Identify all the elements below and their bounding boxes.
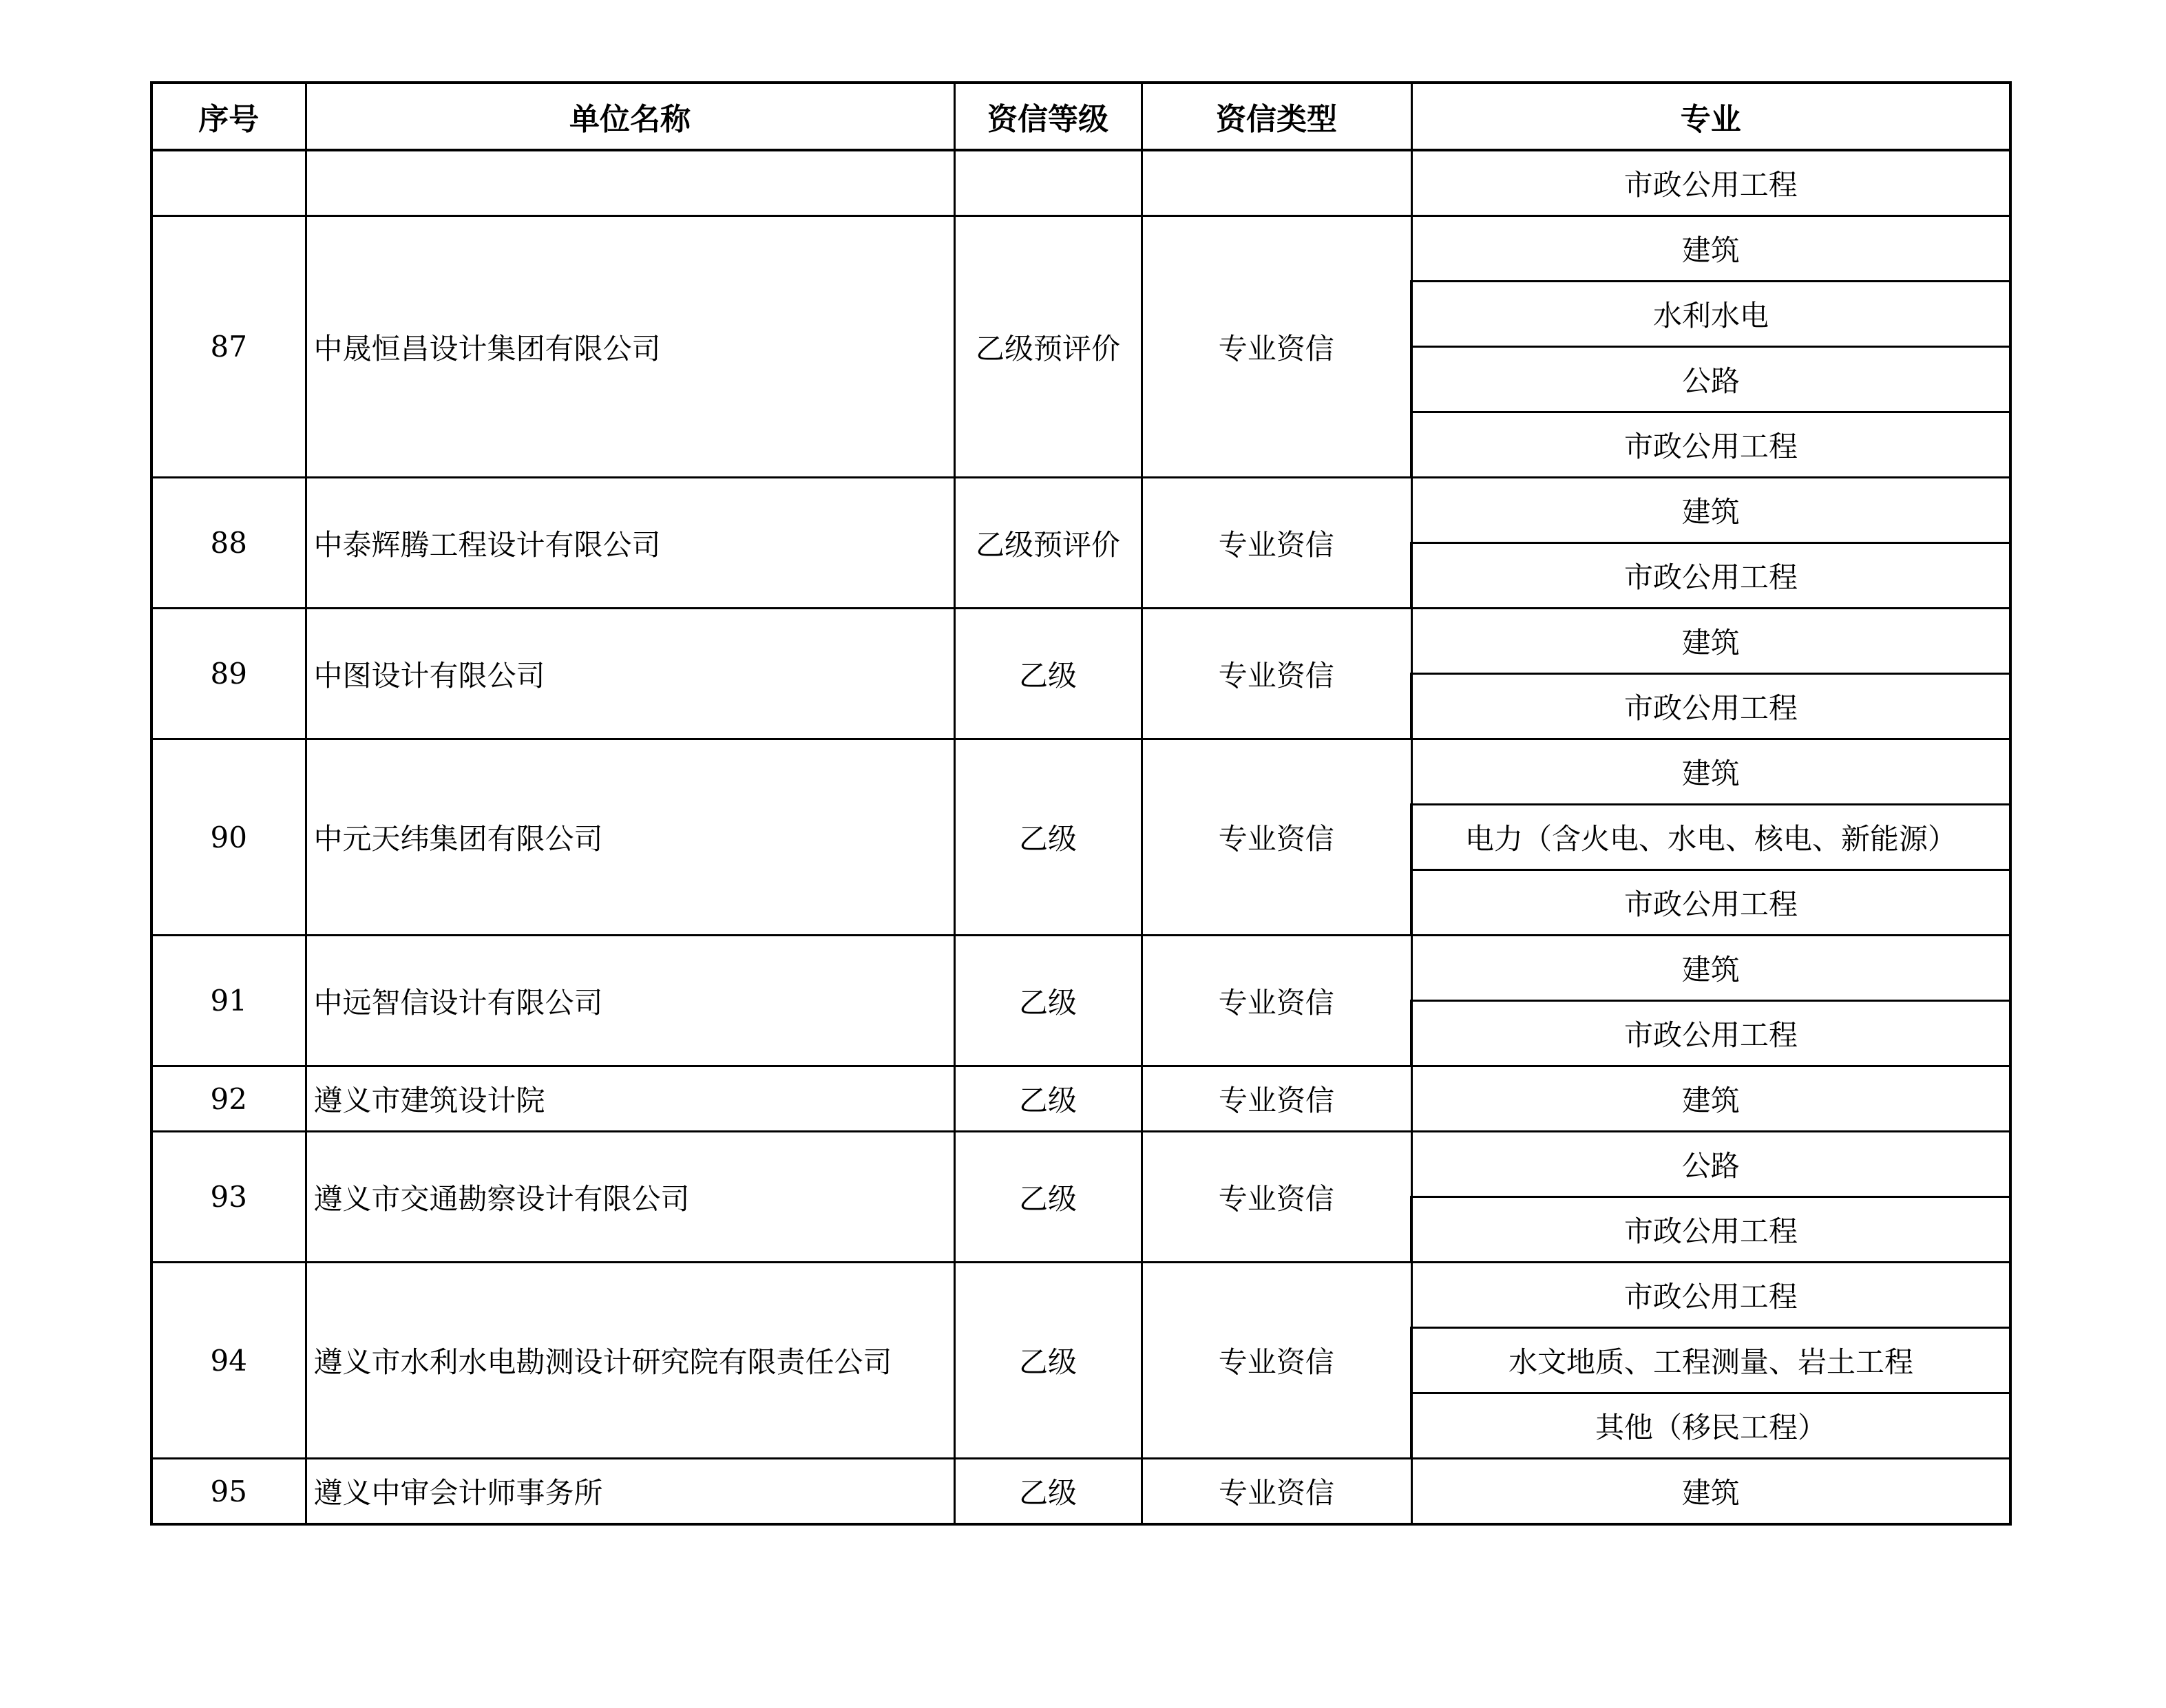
cell-name: 遵义中审会计师事务所	[306, 1459, 954, 1525]
cell-type: 专业资信	[1142, 478, 1411, 609]
cell-specialty: 市政公用工程	[1411, 674, 2010, 739]
cell-specialty: 电力（含火电、水电、核电、新能源）	[1411, 805, 2010, 870]
cell-grade: 乙级	[954, 609, 1142, 739]
cell-no: 89	[151, 609, 306, 739]
cell-no: 90	[151, 739, 306, 936]
cell-name: 遵义市水利水电勘测设计研究院有限责任公司	[306, 1263, 954, 1459]
cell-grade: 乙级	[954, 1132, 1142, 1263]
cell-specialty: 公路	[1411, 347, 2010, 412]
table-body	[151, 150, 2010, 1524]
cell-specialty: 市政公用工程	[1411, 150, 2010, 216]
cell-type: 专业资信	[1142, 1459, 1411, 1525]
table-row	[151, 216, 2010, 282]
table-row	[151, 739, 2010, 805]
cell-name: 遵义市建筑设计院	[306, 1066, 954, 1132]
cell-specialty: 建筑	[1411, 216, 2010, 282]
table-row	[151, 609, 2010, 674]
cell-type: 专业资信	[1142, 216, 1411, 478]
cell-no	[151, 150, 306, 216]
cell-grade: 乙级	[954, 1066, 1142, 1132]
cell-grade: 乙级	[954, 739, 1142, 936]
cell-specialty: 市政公用工程	[1411, 543, 2010, 609]
cell-no: 88	[151, 478, 306, 609]
cell-specialty: 建筑	[1411, 1066, 2010, 1132]
cell-specialty: 水文地质、工程测量、岩土工程	[1411, 1328, 2010, 1393]
cell-specialty: 建筑	[1411, 478, 2010, 543]
cell-specialty: 市政公用工程	[1411, 1001, 2010, 1066]
cell-name: 中远智信设计有限公司	[306, 936, 954, 1066]
cell-grade: 乙级预评价	[954, 478, 1142, 609]
cell-name	[306, 150, 954, 216]
cell-type: 专业资信	[1142, 609, 1411, 739]
cell-type: 专业资信	[1142, 739, 1411, 936]
header-no: 序号	[151, 83, 306, 150]
cell-no: 93	[151, 1132, 306, 1263]
table-row	[151, 1132, 2010, 1197]
cell-specialty: 公路	[1411, 1132, 2010, 1197]
qualification-table	[150, 81, 2012, 1526]
cell-specialty: 其他（移民工程）	[1411, 1393, 2010, 1459]
cell-type	[1142, 150, 1411, 216]
header-grade: 资信等级	[954, 83, 1142, 150]
cell-grade	[954, 150, 1142, 216]
cell-grade: 乙级	[954, 1263, 1142, 1459]
continued-row	[151, 150, 2010, 216]
cell-specialty: 市政公用工程	[1411, 412, 2010, 478]
cell-grade: 乙级	[954, 936, 1142, 1066]
cell-type: 专业资信	[1142, 936, 1411, 1066]
cell-name: 中晟恒昌设计集团有限公司	[306, 216, 954, 478]
cell-specialty: 建筑	[1411, 739, 2010, 805]
cell-type: 专业资信	[1142, 1132, 1411, 1263]
table-row	[151, 1263, 2010, 1328]
cell-type: 专业资信	[1142, 1263, 1411, 1459]
cell-specialty: 水利水电	[1411, 282, 2010, 347]
header-name: 单位名称	[306, 83, 954, 150]
cell-name: 遵义市交通勘察设计有限公司	[306, 1132, 954, 1263]
table-row	[151, 1066, 2010, 1132]
cell-specialty: 建筑	[1411, 609, 2010, 674]
table-row	[151, 478, 2010, 543]
cell-type: 专业资信	[1142, 1066, 1411, 1132]
cell-no: 95	[151, 1459, 306, 1525]
header-specialty: 专业	[1411, 83, 2010, 150]
cell-specialty: 建筑	[1411, 936, 2010, 1001]
header-type: 资信类型	[1142, 83, 1411, 150]
cell-no: 87	[151, 216, 306, 478]
cell-name: 中元天纬集团有限公司	[306, 739, 954, 936]
cell-specialty: 市政公用工程	[1411, 1197, 2010, 1263]
cell-grade: 乙级	[954, 1459, 1142, 1525]
cell-specialty: 市政公用工程	[1411, 870, 2010, 936]
cell-grade: 乙级预评价	[954, 216, 1142, 478]
cell-name: 中泰辉腾工程设计有限公司	[306, 478, 954, 609]
cell-no: 91	[151, 936, 306, 1066]
cell-specialty: 市政公用工程	[1411, 1263, 2010, 1328]
header-row	[151, 83, 2010, 150]
table-row	[151, 936, 2010, 1001]
table-row	[151, 1459, 2010, 1525]
cell-name: 中图设计有限公司	[306, 609, 954, 739]
cell-specialty: 建筑	[1411, 1459, 2010, 1525]
cell-no: 94	[151, 1263, 306, 1459]
cell-no: 92	[151, 1066, 306, 1132]
table-header	[151, 83, 2010, 150]
